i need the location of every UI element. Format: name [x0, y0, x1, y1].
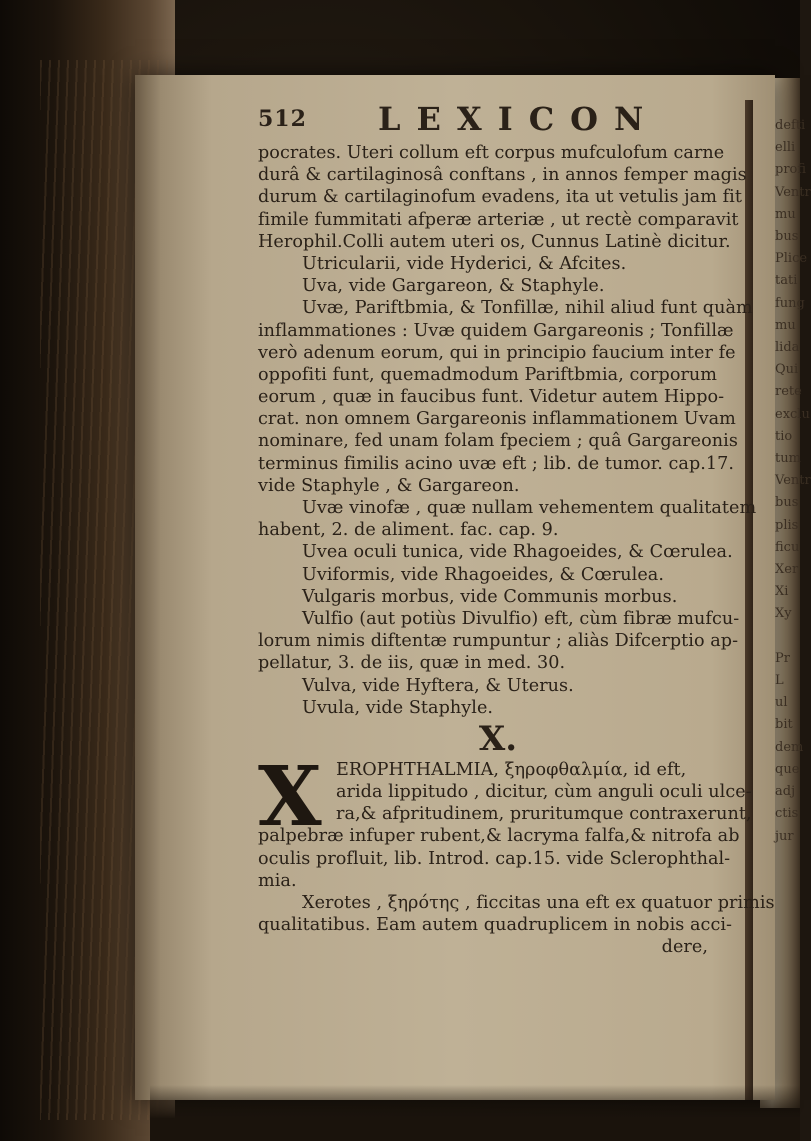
facing-page-fragment: L [775, 673, 784, 689]
text-line: ra,& afpritudinem, pruritumque contraxerunt, [336, 804, 752, 825]
text-line: palpebræ infuper rubent,& lacryma falfa,& nitrofa ab [258, 826, 740, 847]
facing-page-fragment: Xi [775, 584, 789, 600]
entry-line: Vulgaris morbus, vide Communis morbus. [302, 586, 678, 607]
running-title: LEXICON [378, 100, 660, 138]
facing-page-fragment: lida [775, 340, 800, 356]
facing-page-fragment [775, 626, 800, 648]
facing-page-fragment: Plice [775, 251, 808, 267]
facing-page-fragment: bus [775, 229, 799, 245]
text-line: habent, 2. de aliment. fac. cap. 9. [258, 520, 559, 541]
facing-page-fragment: tio [775, 428, 793, 444]
text-line: durum & cartilaginofum evadens, ita ut vetulis jam fit [258, 187, 742, 208]
entry-line: Utricularii, vide Hyderici, & Afcites. [302, 253, 627, 274]
text-line: eorum , quæ in faucibus funt. Videtur autem Hippo- [258, 387, 725, 408]
text-line: vide Staphyle , & Gargareon. [258, 475, 520, 496]
facing-page-fragment: tum [775, 451, 801, 467]
page-text [258, 100, 775, 959]
facing-page-fragment: Xer [775, 562, 799, 578]
facing-page-fragment: tati [775, 273, 798, 289]
text-line: pellatur, 3. de iis, quæ in med. 30. [258, 653, 566, 674]
entry-line: Uvæ vinofæ , quæ nullam vehementem qualitatem [302, 498, 757, 518]
entry-line: Vulva, vide Hyftera, & Uterus. [302, 675, 574, 696]
text-line: fimile fummitati afperæ arteriæ , ut rectè comparavit [258, 209, 739, 230]
entry-line: Vulfio (aut potiùs Divulfio) eft, cùm fibræ mufcu- [302, 608, 740, 629]
text-line: durâ & cartilaginosâ conftans , in annos femper magis [258, 165, 747, 186]
facing-page-fragment: mu [775, 206, 796, 222]
entry-line: Uvæ, Pariftbmia, & Tonfillæ, nihil aliud funt quàm [302, 298, 753, 319]
text-line: nominare, fed unam folam fpeciem ; quâ Gargareonis [258, 431, 738, 452]
entry-line: Xerotes , ξηρότης , ficcitas una eft ex quatuor primis [302, 893, 775, 913]
text-line: inflammationes : Uvæ quidem Gargareonis ; Tonfillæ [258, 320, 734, 341]
text-line: verò adenum eorum, qui in principio faucium inter fe [258, 342, 736, 363]
page-number: 512 [258, 106, 307, 132]
facing-page-fragment: Ventr [775, 184, 811, 200]
facing-page-fragment: Ventr [775, 473, 811, 489]
entry-line: Uvula, vide Staphyle. [302, 697, 494, 718]
facing-page-text [775, 115, 811, 875]
catchword: dere, [661, 937, 708, 958]
facing-page-fragment: adj [775, 784, 796, 800]
text-line: Herophil.Colli autem uteri os, Cunnus Latinè dicitur. [258, 231, 731, 252]
facing-page-fragment: exclu [775, 406, 810, 422]
facing-page-fragment: Xy [775, 606, 792, 622]
facing-page-fragment: Pr [775, 650, 790, 666]
section-heading: X. [478, 718, 518, 759]
text-line: oppofiti funt, quemadmodum Pariftbmia, corporum [258, 364, 718, 385]
entry-line: EROPHTHALMIA, ξηροφθαλμία, id eft, [336, 759, 687, 780]
facing-page-fragment: ul [775, 695, 788, 711]
facing-page-fragment: mu [775, 317, 796, 333]
entry-line: Uvea oculi tunica, vide Rhagoeides, & Cœrulea. [302, 542, 733, 563]
facing-page-fragment: elli [775, 140, 796, 156]
facing-page-fragment: defti [775, 118, 806, 133]
facing-page-fragment: profi [775, 162, 807, 178]
bottom-shadow [150, 1085, 800, 1141]
facing-page-fragment: bus [775, 495, 799, 511]
facing-page-fragment: ctis [775, 806, 799, 822]
facing-page-fragment: Qui [775, 362, 799, 378]
facing-page-fragment: dem [775, 739, 804, 755]
facing-page-fragment: bit [775, 717, 793, 733]
text-line: oculis profluit, lib. Introd. cap.15. vide Sclerophthal- [258, 848, 731, 869]
facing-page-fragment: fung [775, 295, 805, 311]
text-line: qualitatibus. Eam autem quadruplicem in nobis acci- [258, 915, 733, 936]
facing-page-fragment: jur [775, 828, 794, 844]
text-line: pocrates. Uteri collum eft corpus mufculofum carne [258, 143, 725, 163]
text-line: mia. [258, 870, 297, 891]
facing-page-fragment: que [775, 761, 800, 777]
drop-cap: X [258, 748, 322, 845]
text-line: arida lippitudo , dicitur, cùm anguli oculi ulce- [336, 782, 752, 803]
facing-page-fragment: rete [775, 384, 802, 400]
entry-line: Uva, vide Gargareon, & Staphyle. [302, 276, 605, 297]
facing-page-fragment: ficu [775, 539, 800, 555]
running-head [258, 100, 748, 142]
text-line: lorum nimis diftentæ rumpuntur ; aliàs Difcerptio ap- [258, 631, 739, 652]
text-line: crat. non omnem Gargareonis inflammationem Uvam [258, 409, 736, 430]
entry-line: Uviformis, vide Rhagoeides, & Cœrulea. [302, 564, 664, 585]
facing-page-fragment: plis [775, 517, 799, 533]
text-line: terminus fimilis acino uvæ eft ; lib. de tumor. cap.17. [258, 453, 735, 474]
